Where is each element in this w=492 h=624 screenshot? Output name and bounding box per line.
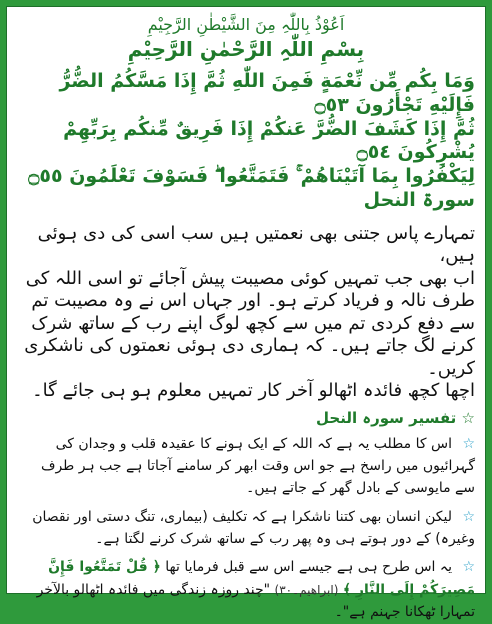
verse-line: ثُمَّ إِذَا كَشَفَ الضُّرَّ عَنكُمْ إِذَا فَرِيقٌ مِّنكُم بِرَبِّهِمْ يُشْرِكُونَ ۝٥٤: [63, 117, 475, 164]
note-quote: ﴿ قُلْ تَمَتَّعُوا فَإِنَّ مَصِيرَكُمْ إِلَى النَّارِ ﴾: [48, 559, 475, 598]
verse-line: لِيَكْفُرُوا بِمَا آتَيْنَاهُمْ ۚ فَتَمَتَّعُوا ۖ فَسَوْفَ تَعْلَمُونَ ۝٥٥ سورۃ النحل: [28, 165, 475, 211]
basmala: بِسْمِ اللّٰہِ الرَّحْمٰنِ الرَّحِیْمِ: [127, 37, 365, 61]
translation-line: اب بھی جب تمہیں کوئی مصیبت پیش آجائے تو اسی اللہ کی: [25, 267, 475, 289]
translation-line: کرنے لگ جاتے ہیں۔ کہ ہماری دی ہوئی نعمتوں کی ناشکری کریں۔: [24, 335, 475, 379]
translation-line: تمہارے پاس جتنی بھی نعمتیں ہیں سب اسی کی دی ہوئی ہیں،: [37, 222, 475, 266]
tafseer-note: [17, 506, 475, 551]
note-text: لیکن انسان بھی کتنا ناشکرا ہے کہ تکلیف (بیماری، تنگ دستی اور نقصان وغیرہ) کے دور ہوتے ہی وہ پھر رب کے ساتھ شرک کرنے لگتا ہے۔: [32, 508, 475, 548]
tafseer-note: [17, 556, 475, 623]
verse-line: وَمَا بِكُم مِّن نِّعْمَةٍ فَمِنَ اللّٰهِ ثُمَّ إِذَا مَسَّكُمُ الضُّرُّ فَإِلَيْهِ تَجْأَرُونَ ۝٥٣: [59, 70, 475, 116]
tafseer-note: [17, 433, 475, 500]
tafseer-heading-text: تفسیر سورہ النحل: [316, 408, 457, 427]
taawwudh: اَعُوْذُ بِاللّٰہِ مِنَ الشَّیْطٰنِ الرَّجِیْمِ: [147, 15, 345, 34]
tafseer-heading: [17, 409, 475, 427]
note-reference: (ابراھیم۔۳۰): [274, 582, 339, 597]
translation-line: اچھا کچھ فائدہ اٹھالو آخر کار تمہیں معلوم ہو ہی جائے گا۔: [32, 380, 475, 401]
urdu-translation: [17, 223, 475, 403]
translation-line: طرف نالہ و فریاد کرتے ہو۔ اور جہاں اس نے وہ مصیبت تم: [31, 290, 475, 311]
note-text: یہ اس طرح ہی ہے جیسے اس سے قبل فرمایا تھا: [165, 559, 452, 576]
star-icon: ☆: [462, 508, 475, 525]
quran-verses: [17, 70, 475, 213]
star-icon: ☆: [462, 435, 475, 452]
note-tail: "چند روزہ زندگی میں فائدہ اٹھالو بالآخر تمہارا ٹھکانا جہنم ہے"۔: [36, 581, 475, 621]
note-text: اس کا مطلب یہ ہے کہ اللہ کے ایک ہونے کا عقیدہ قلب و وجدان کی گہرائیوں میں راسخ ہے جو اس وقت ابھر کر سامنے آجاتا ہے جب ہر طرف سے مایوسی کے بادل گھر کے جاتے ہیں۔: [40, 435, 475, 497]
content-card: [6, 6, 486, 621]
translation-line: سے دفع کردی تم میں سے کچھ لوگ اپنے رب کے ساتھ شرک: [31, 312, 475, 334]
star-icon: ☆: [461, 408, 475, 427]
star-icon: ☆: [462, 559, 475, 576]
